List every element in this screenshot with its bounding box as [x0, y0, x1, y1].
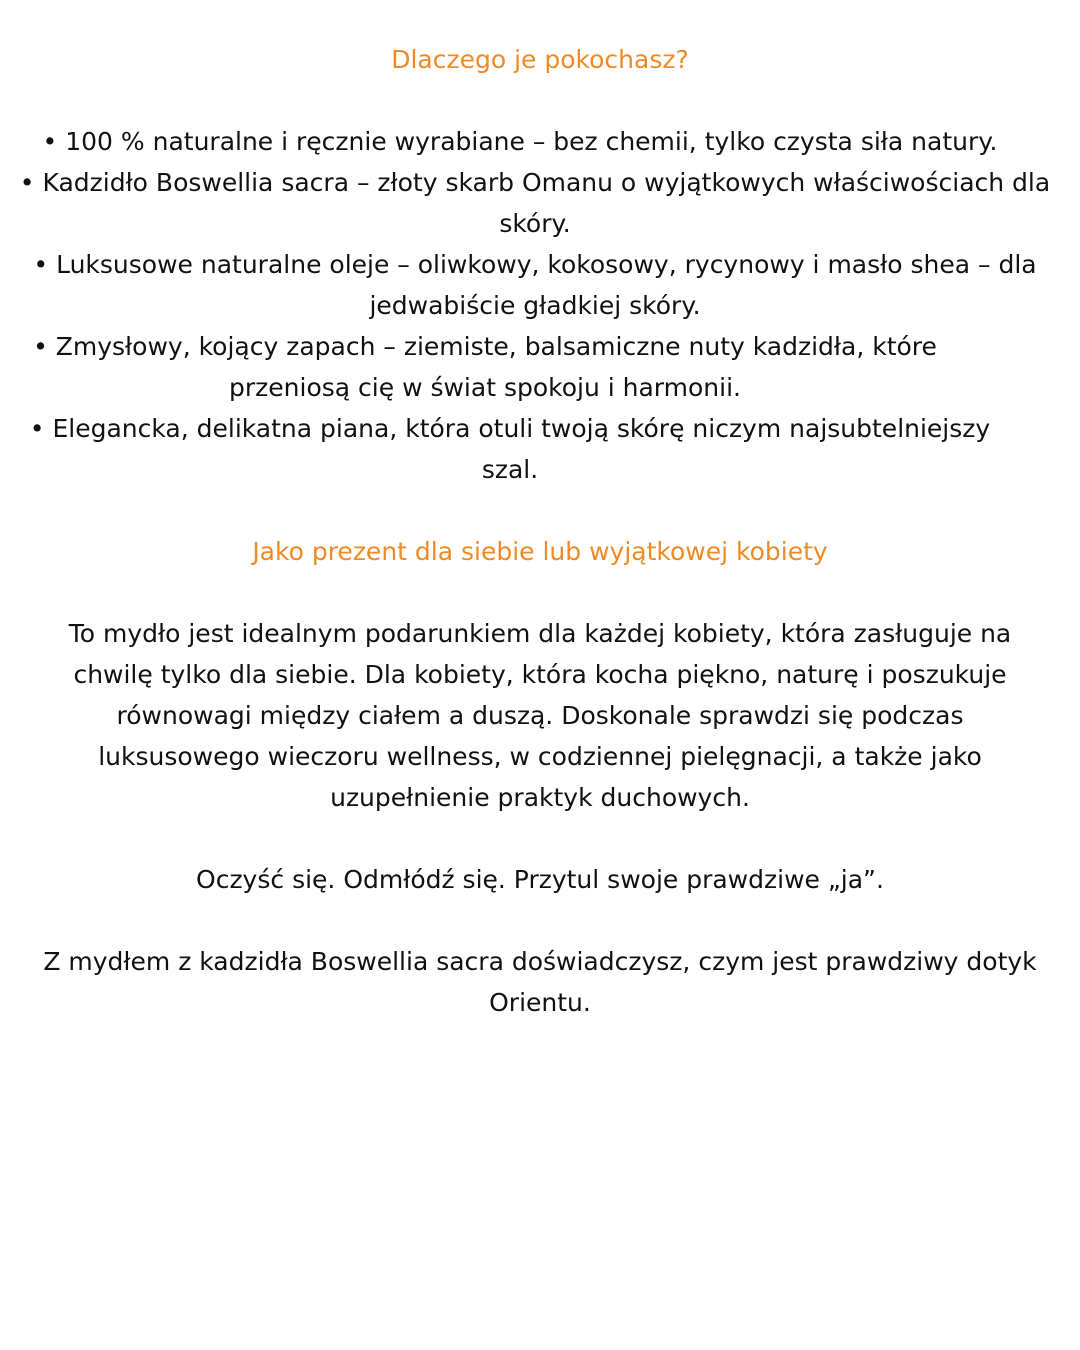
spacer	[0, 818, 1080, 859]
spacer	[0, 490, 1080, 531]
spacer	[0, 572, 1080, 613]
spacer	[0, 900, 1080, 941]
section-heading-why-love: Dlaczego je pokochasz?	[391, 45, 689, 74]
gift-paragraph: To mydło jest idealnym podarunkiem dla każdej kobiety, która zasługuje na chwilę tylko dla siebie. Dla kobiety, która kocha piękno, naturę i poszukuje równowagi między ciałem a duszą. Doskonale sprawdzi się podczas luksusowego wieczoru wellness, w codziennej pielęgnacji, a także jako uzupełnienie praktyk duchowych.	[68, 619, 1012, 812]
bullet-scent: • Zmysłowy, kojący zapach – ziemiste, balsamiczne nuty kadzidła, które przeniosą cię w świat spokoju i harmonii.	[33, 332, 937, 402]
spacer	[0, 80, 1080, 121]
bullet-natural: • 100 % naturalne i ręcznie wyrabiane – bez chemii, tylko czysta siła natury.	[42, 127, 998, 156]
bullet-boswellia: • Kadzidło Boswellia sacra – złoty skarb Omanu o wyjątkowych właściwościach dla skóry.	[19, 168, 1051, 238]
closing-text: Z mydłem z kadzidła Boswellia sacra doświadczysz, czym jest prawdziwy dotyk Orientu.	[43, 947, 1037, 1017]
product-description	[0, 39, 1080, 1023]
tagline: Oczyść się. Odmłódź się. Przytul swoje prawdziwe „ja”.	[196, 865, 884, 894]
section-heading-gift: Jako prezent dla siebie lub wyjątkowej kobiety	[252, 537, 828, 566]
bullet-foam: • Elegancka, delikatna piana, która otuli twoją skórę niczym najsubtelniejszy szal.	[29, 414, 991, 484]
bullet-oils: • Luksusowe naturalne oleje – oliwkowy, kokosowy, rycynowy i masło shea – dla jedwabiście gładkiej skóry.	[33, 250, 1037, 320]
